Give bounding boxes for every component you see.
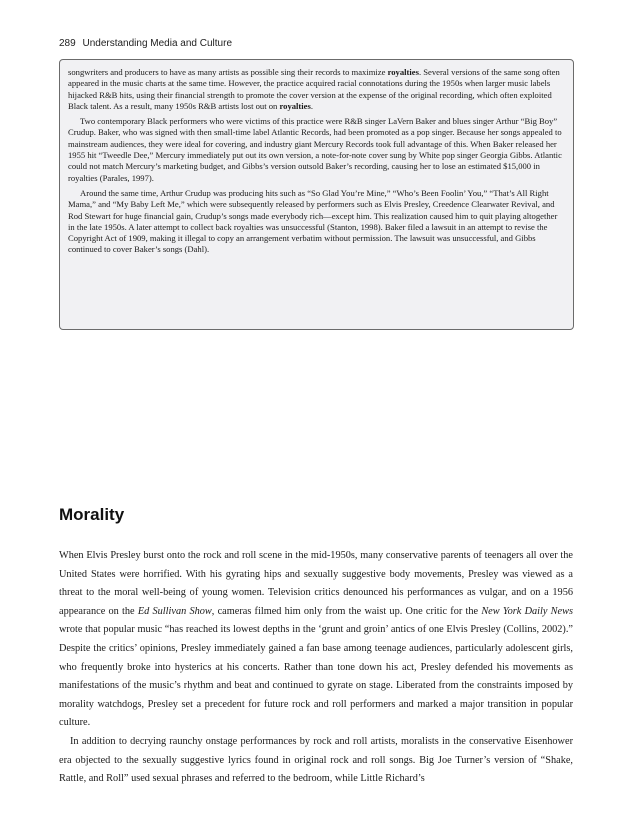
royalties-term: royalties: [387, 67, 419, 77]
body-paragraph-2: In addition to decrying raunchy onstage performances by rock and roll artists, moralists in the conservative Eisenhower era objected to the sexually suggestive lyrics found in original rock and roll songs. Big Joe Turner’s version of “Shake, Rattle, and Roll” used sexual phrases and referred to the bedroom, while Little Richard’s: [59, 735, 573, 785]
newspaper-title: New York Daily News: [481, 605, 573, 617]
body-paragraph-1: [59, 547, 573, 733]
section-body: [59, 547, 573, 789]
sidebar-paragraph-1: [68, 67, 565, 112]
sidebar-box: [59, 59, 574, 330]
text-run: wrote that popular music “has reached its lowest depths in the ‘grunt and groin’ antics of one Elvis Presley (Collins, 2002).” Despite the critics’ opinions, Presley immediately gained a fan base among teenage audiences, particularly adolescent girls, who frequently broke into hysterics at his concerts. Rather than tone down his act, Presley defended his movements as manifestations of the music’s rhythm and beat and continued to gyrate on stage. Liberated from the constraints imposed by morality watchdogs, Presley set a precedent for future rock and roll performers and marked a major transition in popular culture.: [59, 624, 573, 729]
page-number: 289: [59, 38, 76, 49]
text-run: .: [310, 100, 314, 111]
text-run: songwriters and producers to have as many artists as possible sing their records to maximize: [68, 67, 388, 77]
text-run: . Several versions of the same song often appeared in the music charts at the same time. However, the practice acquired racial connotations during the 1950s when larger music labels hijacked R&B hits, using their financial strength to promote the cover version at the expense of the original recording, which often exploited Black talent. As a result, many 1950s R&B artists lost out on: [68, 67, 560, 111]
show-title: Ed Sullivan Show: [137, 605, 212, 617]
running-head: [59, 38, 232, 49]
sidebar-paragraph-3: Around the same time, Arthur Crudup was producing hits such as “So Glad You’re Mine,” “Who’s Been Foolin’ You,” “That’s All Right Mama,” and “My Baby Left Me,” which were subsequently released by performers such as Elvis Presley, Creedence Clearwater Revival, and Rod Stewart for huge financial gain, Crudup’s songs made everybody rich—except him. This realization caused him to quit playing altogether in the late 1950s. A later attempt to collect back royalties was unsuccessful (Stanton, 1998). Baker filed a lawsuit in an attempt to revise the Copyright Act of 1909, making it illegal to copy an arrangement verbatim without permission. The lawsuit was unsuccessful, and Gibbs continued to cover Baker’s songs (Dahl).: [68, 187, 558, 255]
section-heading: Morality: [59, 505, 125, 524]
sidebar-paragraph-2: Two contemporary Black performers who were victims of this practice were R&B singer LaVern Baker and blues singer Arthur “Big Boy” Crudup. Baker, who was signed with then small-time label Atlantic Records, had been promoted as a pop singer. Because her songs appealed to mainstream audiences, they were ideal for covering, and industry giant Mercury Records took full advantage of this. When Baker released her 1955 hit “Tweedle Dee,” Mercury immediately put out its own version, a note-for-note cover sung by White pop singer Georgia Gibbs. Atlantic could not match Mercury’s marketing budget, and Gibbs’s version outsold Baker’s recording, causing her to lose an estimated $15,000 in royalties (Parales, 1997).: [68, 116, 562, 183]
royalties-term: royalties: [279, 100, 311, 111]
text-run: When Elvis Presley burst onto the rock and roll scene in the mid-1950s, many conservative parents of teenagers all over the United States were horrified. With his gyrating hips and sexually suggestive body movements, Presley was viewed as a threat to the moral well-being of young women. Television critics denounced his performances as vulgar, and on a 1956 appearance on the: [59, 550, 573, 617]
book-title: Understanding Media and Culture: [82, 38, 233, 49]
text-run: , cameras filmed him only from the waist up. One critic for the: [211, 605, 482, 617]
